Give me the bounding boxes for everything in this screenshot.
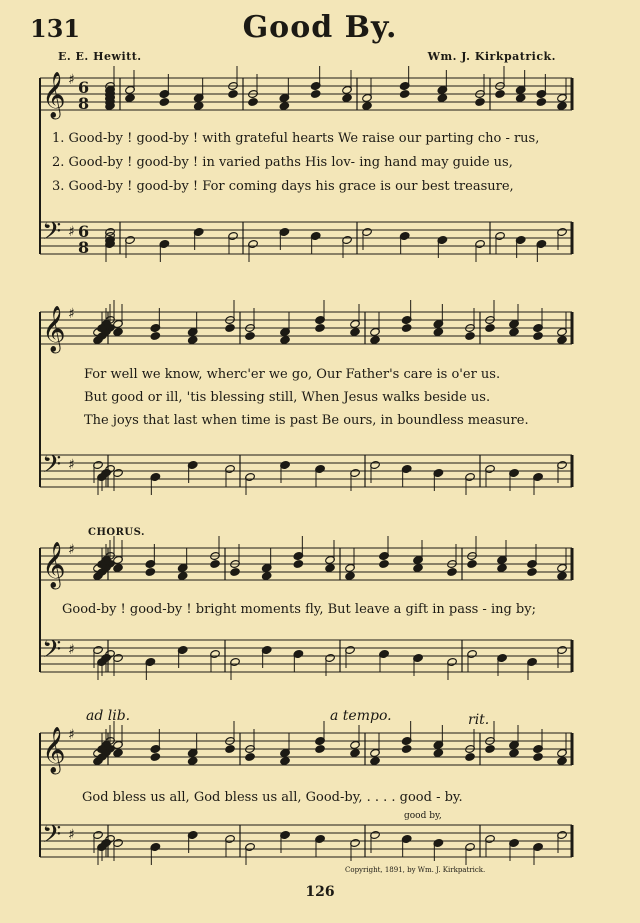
note-head (293, 559, 304, 568)
chorus-line-2: God bless us all, God bless us all, Good-by, . . . . good - by. (82, 790, 463, 805)
time-signature-bottom: 8 (78, 238, 90, 257)
chorus-line-1: Good-by ! good-by ! bright moments fly, But leave a gift in pass - ing by; (62, 602, 536, 617)
note-head (245, 331, 256, 340)
copyright: Copyright, 1891, by Wm. J. Kirkpatrick. (345, 866, 486, 874)
time-signature-bottom: 8 (78, 94, 90, 113)
note-head (399, 89, 410, 98)
note-head (145, 567, 156, 576)
note-head (557, 101, 568, 110)
note-head (350, 327, 361, 336)
note-head (495, 89, 506, 98)
note-head (325, 563, 336, 572)
verse-2-line-2: But good or ill, 'tis blessing still, When Jesus walks beside us. (84, 390, 491, 405)
note-head (465, 331, 476, 340)
note-head (475, 97, 486, 106)
note-head (509, 327, 520, 336)
note-head (187, 335, 198, 344)
time-signature-top: 6 (78, 78, 90, 97)
note-head (497, 563, 508, 572)
verse-3-line-1: 3. Good-by ! good-by ! For coming days his grace is our best treasure, (52, 179, 514, 194)
note-head (310, 89, 321, 98)
sharp-icon: ♯ (68, 727, 75, 743)
verse-2-line-1: 2. Good-by ! good-by ! in varied paths His lov- ing hand may guide us, (52, 155, 513, 170)
note-head (150, 331, 161, 340)
note-head (350, 748, 361, 757)
note-head (536, 97, 547, 106)
note-head (527, 567, 538, 576)
note-head (413, 563, 424, 572)
note-head (370, 335, 381, 344)
sharp-icon: ♯ (68, 306, 75, 322)
footer-page-number: 126 (305, 884, 335, 900)
sharp-icon: ♯ (68, 224, 75, 240)
note-head (248, 97, 259, 106)
note-head (447, 567, 458, 576)
note-head (228, 89, 239, 98)
treble-clef-icon: 𝄞 (42, 542, 66, 588)
note-head (437, 93, 448, 102)
note-head (315, 744, 326, 753)
note-head (433, 748, 444, 757)
note-head (557, 571, 568, 580)
treble-clef-icon: 𝄞 (42, 72, 66, 118)
bass-clef-icon: 𝄢 (42, 450, 62, 485)
verse-1-line-1: 1. Good-by ! good-by ! with grateful hearts We raise our parting cho - rus, (52, 131, 540, 146)
sharp-icon: ♯ (68, 457, 75, 473)
note-head (533, 331, 544, 340)
note-head (342, 93, 353, 102)
note-head (433, 327, 444, 336)
note-head (150, 752, 161, 761)
bass-clef-icon: 𝄢 (42, 820, 62, 855)
sharp-icon: ♯ (68, 827, 75, 843)
sharp-icon: ♯ (68, 642, 75, 658)
chorus-alt-text: good by, (404, 811, 442, 821)
tempo-a-tempo: a tempo. (330, 708, 392, 724)
note-head (345, 571, 356, 580)
note-head (467, 559, 478, 568)
note-head (225, 323, 236, 332)
note-head (557, 756, 568, 765)
note-head (279, 101, 290, 110)
note-head (280, 335, 291, 344)
note-head (315, 323, 326, 332)
note-head (379, 559, 390, 568)
note-head (401, 323, 412, 332)
note-head (225, 744, 236, 753)
note-head (193, 101, 204, 110)
composer: Wm. J. Kirkpatrick. (427, 50, 556, 63)
note-head (187, 756, 198, 765)
note-head (557, 335, 568, 344)
note-head (362, 101, 373, 110)
note-head (465, 752, 476, 761)
lyricist: E. E. Hewitt. (58, 50, 142, 63)
note-head (370, 756, 381, 765)
note-head (533, 752, 544, 761)
bass-clef-icon: 𝄢 (42, 635, 62, 670)
treble-clef-icon: 𝄞 (42, 727, 66, 773)
hymn-title: Good By. (242, 10, 398, 45)
bass-clef-icon: 𝄢 (42, 217, 62, 252)
verse-1-line-2: For well we know, wherc'er we go, Our Father's care is o'er us. (84, 367, 501, 382)
note-head (485, 323, 496, 332)
note-head (261, 571, 272, 580)
note-head (509, 748, 520, 757)
note-head (515, 93, 526, 102)
note-head (245, 752, 256, 761)
chorus-label: CHORUS. (88, 527, 145, 538)
sharp-icon: ♯ (68, 542, 75, 558)
note-head (159, 97, 170, 106)
verse-3-line-2: The joys that last when time is past Be ours, in boundless measure. (84, 413, 529, 428)
tempo-rit: rit. (468, 712, 490, 728)
note-head (230, 567, 241, 576)
time-signature-top: 6 (78, 222, 90, 241)
note-head (280, 756, 291, 765)
note-head (177, 571, 188, 580)
note-head (125, 93, 136, 102)
note-head (485, 744, 496, 753)
note-head (210, 559, 221, 568)
tempo-ad-lib: ad lib. (86, 708, 131, 724)
page-number: 131 (30, 14, 81, 43)
note-head (401, 744, 412, 753)
sharp-icon: ♯ (68, 72, 75, 88)
treble-clef-icon: 𝄞 (42, 306, 66, 352)
